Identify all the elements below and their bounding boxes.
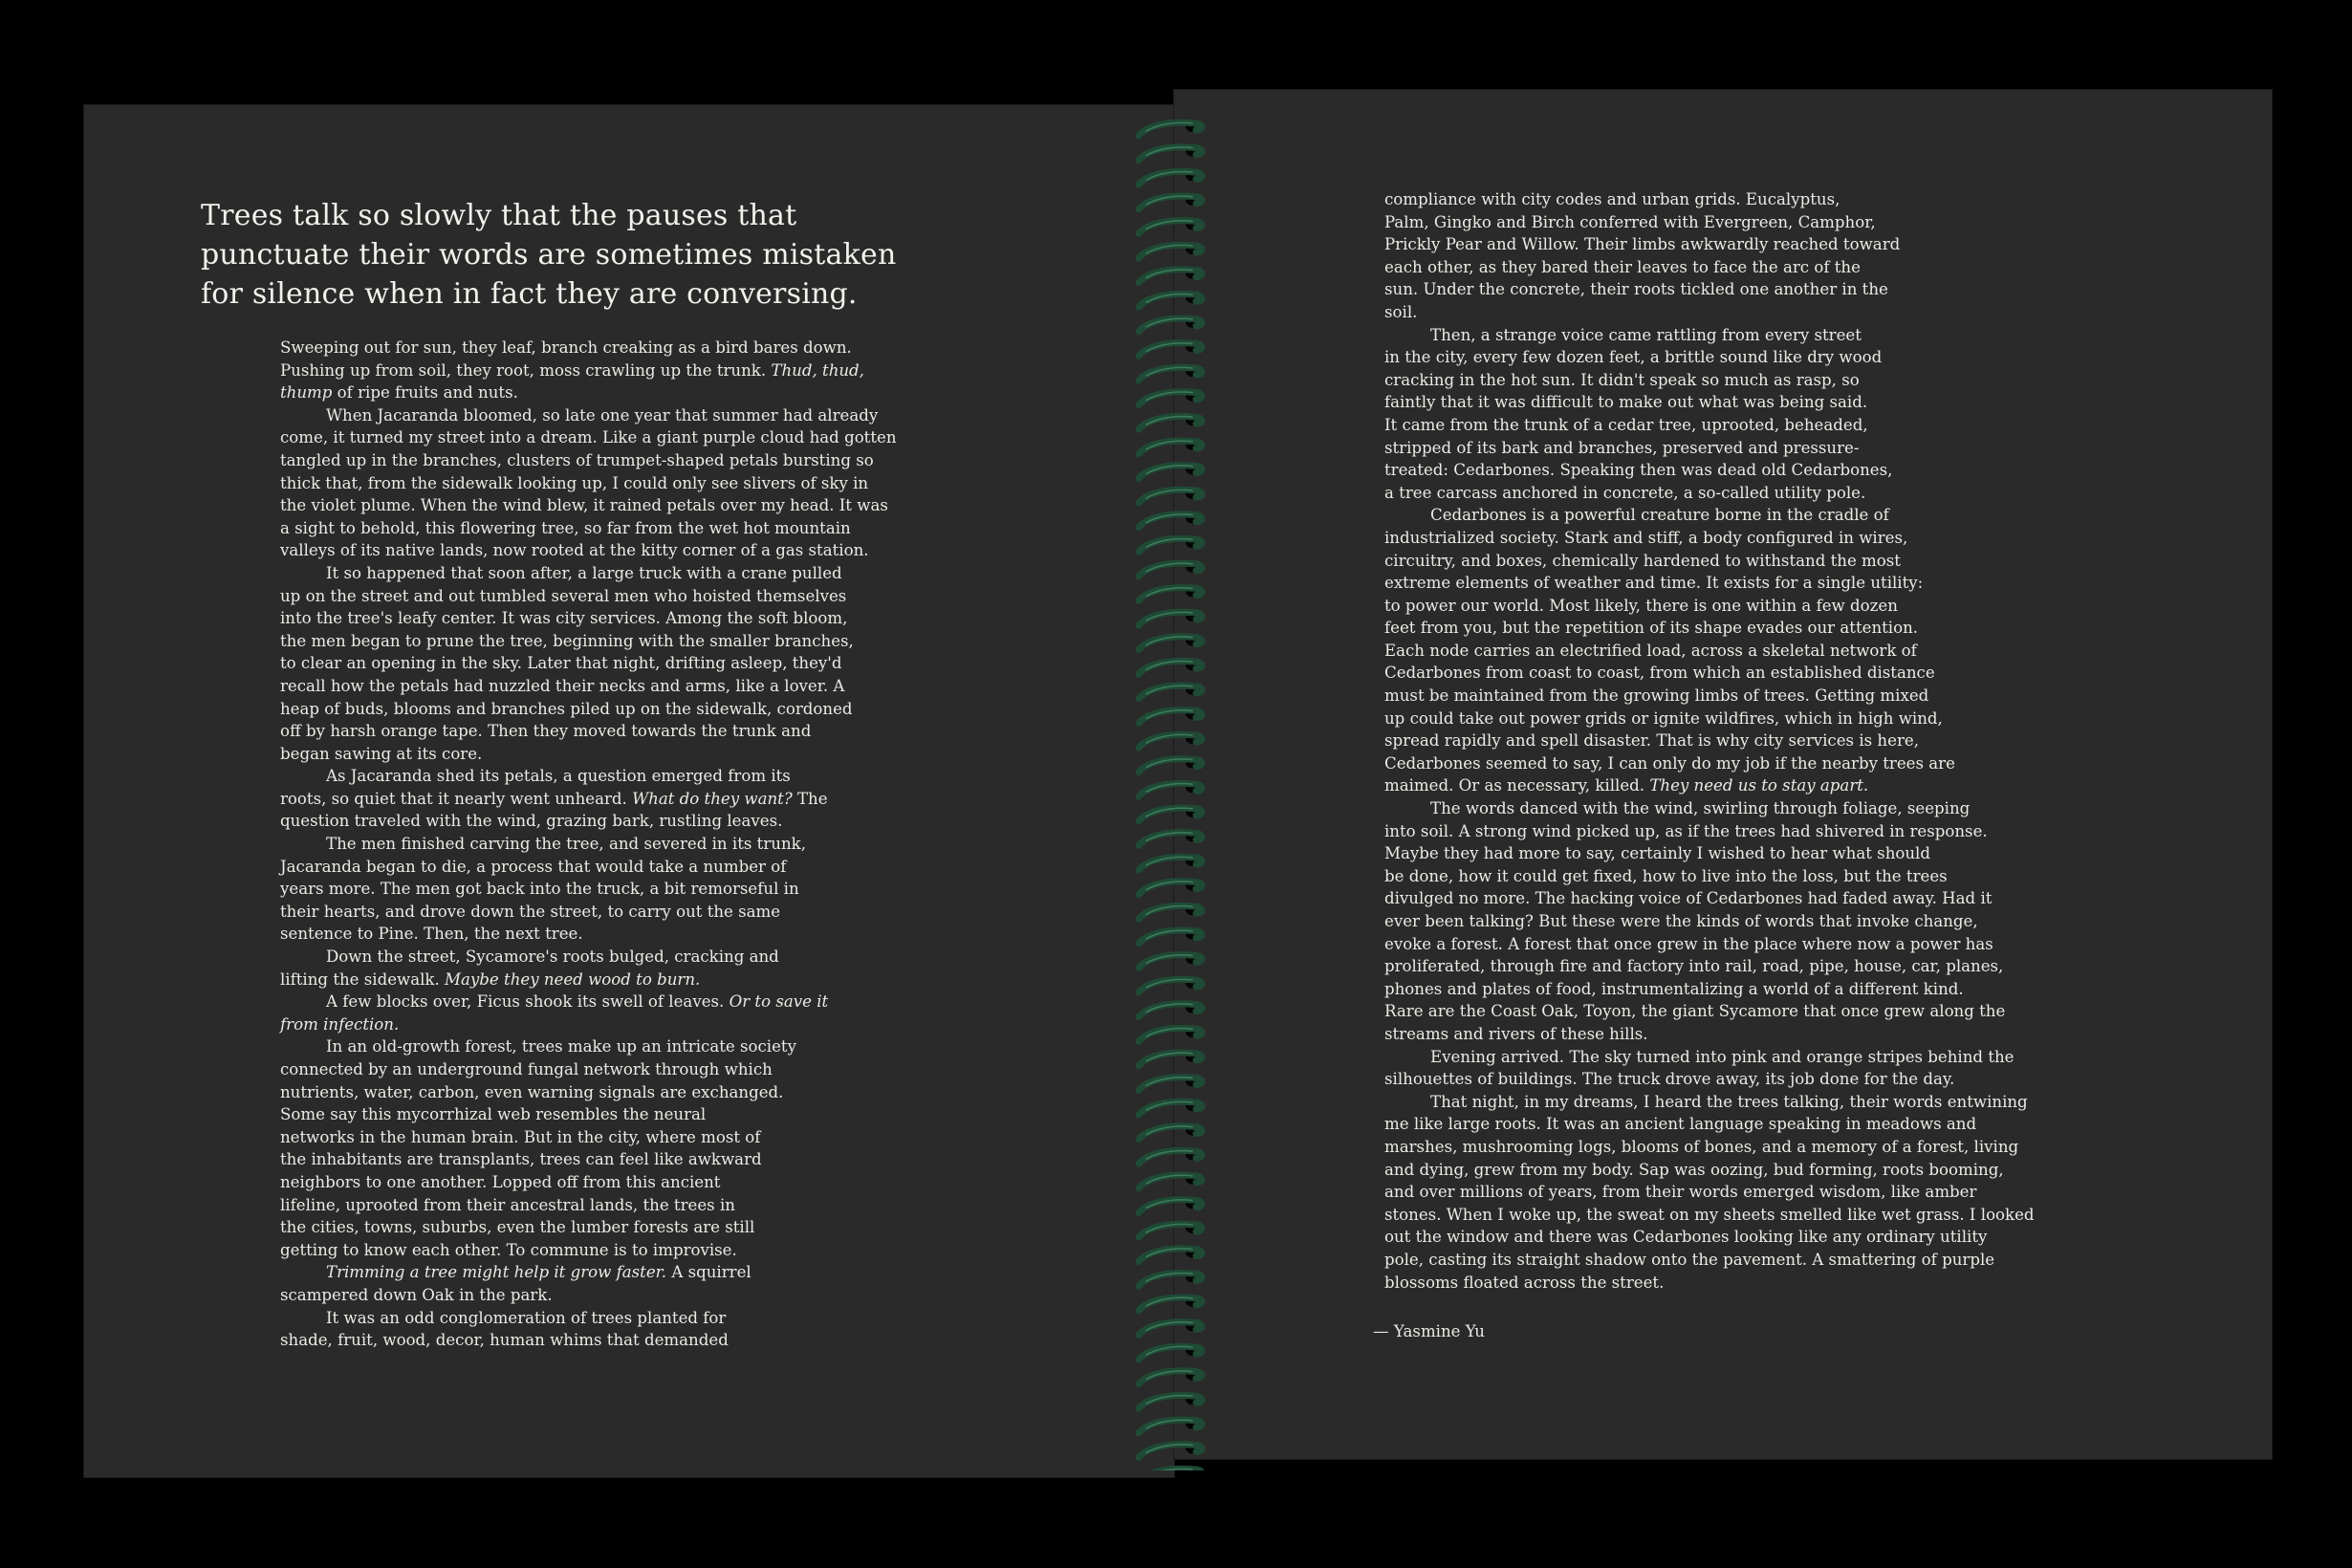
text-run: nutrients, water, carbon, even warning signals are exchanged. — [280, 1082, 784, 1101]
text-line — [1384, 278, 2082, 301]
text-line — [1384, 256, 2082, 279]
coil-loop — [1139, 365, 1202, 381]
text-run: As Jacaranda shed its petals, a question emerged from its — [326, 767, 791, 786]
paragraph — [1384, 188, 2082, 324]
text-run: ever been talking? But these were the kinds of words that invoke change, — [1384, 912, 1978, 930]
coil-loop — [1139, 708, 1202, 723]
text-line — [1384, 708, 2082, 730]
text-run: valleys of its native lands, now rooted at the kitty corner of a gas station. — [280, 541, 869, 560]
text-line — [280, 675, 969, 698]
text-run: to clear an opening in the sky. Later that night, drifting asleep, they'd — [280, 654, 842, 673]
text-line — [280, 585, 969, 608]
coil-loop — [1139, 1026, 1202, 1041]
italic-text: thump — [280, 383, 333, 403]
text-line — [280, 1103, 969, 1126]
text-run: shade, fruit, wood, decor, human whims that demanded — [280, 1331, 729, 1350]
text-run: Pushing up from soil, they root, moss crawling up the trunk. — [280, 360, 772, 380]
text-line — [280, 1148, 969, 1171]
text-line — [1384, 233, 2082, 256]
coil-loop — [1139, 243, 1202, 258]
text-line — [1384, 1113, 2082, 1136]
text-line — [1384, 1226, 2082, 1249]
text-run: Each node carries an electrified load, across a skeletal network of — [1384, 641, 1917, 660]
text-run: in the city, every few dozen feet, a brittle sound like dry wood — [1384, 348, 1883, 367]
coil-loop — [1139, 1271, 1202, 1286]
text-run: Jacaranda began to die, a process that would take a number of — [280, 857, 787, 876]
coil-loop — [1139, 1247, 1202, 1262]
coil-loop — [1139, 855, 1202, 870]
text-run: a tree carcass anchored in concrete, a so-called utility pole. — [1384, 483, 1866, 502]
coil-loop — [1139, 1002, 1202, 1017]
text-run: scampered down Oak in the park. — [280, 1285, 553, 1304]
text-line — [1384, 640, 2082, 663]
paragraph — [280, 1035, 969, 1261]
text-run: began sawing at its core. — [280, 744, 483, 763]
text-line — [280, 833, 969, 856]
text-line — [280, 472, 969, 495]
text-line — [1384, 865, 2082, 888]
text-line — [1384, 662, 2082, 685]
text-line — [1384, 685, 2082, 708]
text-line — [1384, 414, 2082, 437]
coil-loop — [1139, 561, 1202, 577]
text-line — [280, 381, 969, 404]
text-line — [1384, 1159, 2082, 1182]
text-run: evoke a forest. A forest that once grew in the place where now a power has — [1384, 934, 1993, 953]
text-run: of ripe fruits and nuts. — [332, 383, 518, 403]
text-line — [1384, 842, 2082, 865]
paragraph — [1384, 504, 2082, 797]
coil-loop — [1139, 1197, 1202, 1212]
text-run: Cedarbones is a powerful creature borne in the cradle of — [1430, 506, 1889, 525]
text-run: stones. When I woke up, the sweat on my sheets smelled like wet grass. I looked — [1384, 1205, 2035, 1224]
coil-loop — [1139, 145, 1202, 161]
text-line — [1384, 1272, 2082, 1295]
text-run: A squirrel — [666, 1263, 751, 1282]
text-line — [1384, 301, 2082, 324]
text-run: divulged no more. The hacking voice of Cedarbones had faded away. Had it — [1384, 889, 1993, 908]
coil-loop — [1139, 1075, 1202, 1090]
text-run: proliferated, through fire and factory into rail, road, pipe, house, car, planes, — [1384, 957, 2004, 976]
text-run: Rare are the Coast Oak, Toyon, the giant Sycamore that once grew along the — [1384, 1002, 2006, 1021]
text-run: and dying, grew from my body. Sap was oozing, bud forming, roots booming, — [1384, 1160, 2004, 1179]
text-run: maimed. Or as necessary, killed. — [1384, 776, 1650, 795]
italic-text: Or to save it — [729, 992, 829, 1012]
text-line — [280, 1284, 969, 1307]
coil-loop — [1139, 977, 1202, 992]
text-run: circuitry, and boxes, chemically hardened to withstand the most — [1384, 551, 1901, 570]
text-run: connected by an underground fungal network through which — [280, 1060, 773, 1078]
text-line — [1384, 188, 2082, 211]
text-run: the violet plume. When the wind blew, it rained petals over my head. It was — [280, 496, 888, 515]
text-run: and over millions of years, from their words emerged wisdom, like amber — [1384, 1183, 1977, 1202]
text-run: must be maintained from the growing limbs of trees. Getting mixed — [1384, 686, 1929, 706]
text-run: their hearts, and drove down the street, to carry out the same — [280, 902, 781, 921]
text-line — [1384, 504, 2082, 527]
italic-text: Trimming a tree might help it grow faster. — [326, 1263, 667, 1282]
coil-loop — [1139, 1222, 1202, 1237]
coil-loop — [1139, 1344, 1202, 1360]
right-body-text — [1384, 188, 2082, 1294]
text-run: The men finished carving the tree, and severed in its trunk, — [326, 835, 806, 854]
text-run: the men began to prune the tree, beginning with the smaller branches, — [280, 631, 854, 650]
text-run: be done, how it could get fixed, how to live into the loss, but the trees — [1384, 866, 1948, 885]
headline-line: punctuate their words are sometimes mistaken — [201, 238, 897, 272]
text-run: silhouettes of buildings. The truck drove away, its job done for the day. — [1384, 1070, 1955, 1089]
text-run: It came from the trunk of a cedar tree, uprooted, beheaded, — [1384, 415, 1868, 434]
text-line — [280, 337, 969, 359]
text-line — [1384, 1249, 2082, 1272]
text-line — [280, 1081, 969, 1104]
text-run: Some say this mycorrhizal web resembles the neural — [280, 1105, 707, 1124]
coil-loop — [1139, 757, 1202, 773]
text-line — [280, 449, 969, 472]
text-line — [280, 517, 969, 540]
text-line — [280, 878, 969, 901]
coil-loop — [1139, 340, 1202, 356]
coil-loop — [1139, 880, 1202, 895]
text-line — [280, 494, 969, 517]
text-line — [280, 743, 969, 766]
text-run: The — [792, 789, 828, 808]
text-line — [1384, 752, 2082, 775]
text-run: Cedarbones seemed to say, I can only do my job if the nearby trees are — [1384, 753, 1955, 773]
text-line — [280, 359, 969, 382]
coil-loop — [1139, 536, 1202, 552]
coil-loop — [1139, 268, 1202, 283]
coil-loop — [1139, 1173, 1202, 1188]
coil-loop — [1139, 463, 1202, 478]
text-run: marshes, mushrooming logs, blooms of bones, and a memory of a forest, living — [1384, 1137, 2019, 1156]
text-run: faintly that it was difficult to make out what was being said. — [1384, 393, 1868, 412]
paragraph — [280, 1261, 969, 1306]
italic-text: from infection. — [280, 1014, 400, 1034]
paragraph — [280, 562, 969, 765]
coil-loop — [1139, 1051, 1202, 1066]
text-line — [1384, 211, 2082, 234]
text-run: feet from you, but the repetition of its shape evades our attention. — [1384, 619, 1919, 638]
paragraph — [1384, 1091, 2082, 1294]
text-run: recall how the petals had nuzzled their necks and arms, like a lover. A — [280, 676, 845, 695]
italic-text: They need us to stay apart. — [1649, 776, 1869, 795]
text-run: lifting the sidewalk. — [280, 969, 446, 989]
text-line — [280, 991, 969, 1013]
text-line — [1384, 346, 2082, 369]
text-run: blossoms floated across the street. — [1384, 1273, 1665, 1292]
text-line — [280, 788, 969, 811]
coil-loop — [1139, 1418, 1202, 1433]
coil-loop — [1139, 585, 1202, 600]
coil-loop — [1139, 806, 1202, 821]
text-line — [280, 969, 969, 991]
text-run: lifeline, uprooted from their ancestral lands, the trees in — [280, 1195, 735, 1214]
coil-loop — [1139, 1467, 1202, 1470]
text-line — [1384, 1023, 2082, 1046]
coil-loop — [1139, 390, 1202, 405]
text-line — [1384, 955, 2082, 978]
text-run: networks in the human brain. But in the city, where most of — [280, 1127, 761, 1146]
text-line — [1384, 527, 2082, 550]
text-run: getting to know each other. To commune is to improvise. — [280, 1240, 737, 1259]
coil-loop — [1139, 169, 1202, 185]
coil-loop — [1139, 1393, 1202, 1408]
text-line — [1384, 1181, 2082, 1204]
italic-text: Thud, thud, — [771, 360, 864, 380]
text-run: soil. — [1384, 302, 1418, 321]
paragraph — [1384, 324, 2082, 505]
text-line — [280, 1013, 969, 1036]
text-run: Cedarbones from coast to coast, from which an established distance — [1384, 664, 1935, 683]
text-run: a sight to behold, this flowering tree, so far from the wet hot mountain — [280, 518, 851, 537]
coil-loop — [1139, 488, 1202, 503]
text-run: Maybe they had more to say, certainly I wished to hear what should — [1384, 844, 1930, 863]
text-line — [280, 562, 969, 585]
coil-loop — [1139, 732, 1202, 748]
text-run: spread rapidly and spell disaster. That is why city services is here, — [1384, 731, 1919, 751]
text-line — [280, 404, 969, 427]
paragraph — [280, 833, 969, 946]
text-line — [280, 1307, 969, 1330]
text-line — [280, 539, 969, 562]
coil-loop — [1139, 316, 1202, 332]
text-run: up on the street and out tumbled several men who hoisted themselves — [280, 586, 847, 605]
coil-loop — [1139, 610, 1202, 625]
text-line — [1384, 1136, 2082, 1159]
headline-line: for silence when in fact they are conversing. — [201, 277, 858, 311]
text-run: the cities, towns, suburbs, even the lumber forests are still — [280, 1218, 755, 1237]
text-line — [1384, 550, 2082, 573]
text-run: question traveled with the wind, grazing bark, rustling leaves. — [280, 812, 783, 831]
coil-loop — [1139, 684, 1202, 699]
paragraph — [280, 404, 969, 562]
text-line — [1384, 482, 2082, 505]
text-run: roots, so quiet that it nearly went unheard. — [280, 789, 633, 808]
text-line — [1384, 617, 2082, 640]
coil-loop — [1139, 1319, 1202, 1335]
coil-loop — [1139, 1124, 1202, 1140]
text-line — [1384, 1000, 2082, 1023]
text-run: pole, casting its straight shadow onto the pavement. A smattering of purple — [1384, 1250, 1995, 1269]
coil-loop — [1139, 1100, 1202, 1115]
coil-loop — [1139, 194, 1202, 209]
text-run: neighbors to one another. Lopped off from this ancient — [280, 1172, 721, 1191]
text-line — [280, 1261, 969, 1284]
text-line — [280, 1126, 969, 1149]
headline-line: Trees talk so slowly that the pauses that — [201, 199, 797, 232]
text-line — [1384, 572, 2082, 595]
text-line — [280, 720, 969, 743]
text-line — [280, 856, 969, 879]
paragraph — [280, 946, 969, 991]
text-run: Palm, Gingko and Birch conferred with Evergreen, Camphor, — [1384, 212, 1876, 231]
text-run: It so happened that soon after, a large truck with a crane pulled — [326, 563, 842, 582]
headline — [201, 196, 1061, 314]
text-line — [1384, 369, 2082, 392]
coil-loop — [1139, 830, 1202, 845]
text-run: into the tree's leafy center. It was city services. Among the soft bloom, — [280, 609, 848, 628]
text-run: me like large roots. It was an ancient language speaking in meadows and — [1384, 1115, 1977, 1134]
text-line — [1384, 595, 2082, 618]
text-line — [280, 1194, 969, 1217]
text-run: A few blocks over, Ficus shook its swell of leaves. — [326, 992, 730, 1012]
text-line — [280, 810, 969, 833]
text-run: each other, as they bared their leaves to face the arc of the — [1384, 257, 1861, 276]
text-line — [1384, 797, 2082, 820]
coil-loop — [1139, 1296, 1202, 1311]
text-line — [280, 698, 969, 721]
coil-loop — [1139, 1369, 1202, 1384]
coil-loop — [1139, 439, 1202, 454]
text-line — [280, 1216, 969, 1239]
text-run: industrialized society. Stark and stiff, a body configured in wires, — [1384, 528, 1908, 547]
text-line — [1384, 459, 2082, 482]
text-line — [280, 923, 969, 946]
spiral-binding — [1133, 113, 1214, 1470]
text-run: treated: Cedarbones. Speaking then was dead old Cedarbones, — [1384, 461, 1893, 480]
left-body-text — [280, 337, 969, 1352]
text-run: Then, a strange voice came rattling from every street — [1430, 325, 1862, 344]
text-line — [280, 946, 969, 969]
text-line — [1384, 1046, 2082, 1069]
text-run: heap of buds, blooms and branches piled up on the sidewalk, cordoned — [280, 699, 853, 718]
text-line — [1384, 774, 2082, 797]
text-line — [280, 607, 969, 630]
text-run: When Jacaranda bloomed, so late one year that summer had already — [326, 405, 879, 425]
text-run: up could take out power grids or ignite wildfires, which in high wind, — [1384, 708, 1943, 728]
text-run: sentence to Pine. Then, the next tree. — [280, 925, 583, 944]
text-line — [1384, 391, 2082, 414]
text-line — [1384, 978, 2082, 1001]
paragraph — [1384, 1046, 2082, 1091]
text-line — [280, 765, 969, 788]
coil-loop — [1139, 659, 1202, 674]
text-line — [280, 1329, 969, 1352]
text-line — [1384, 1091, 2082, 1114]
text-line — [1384, 910, 2082, 933]
text-run: into soil. A strong wind picked up, as if the trees had shivered in response. — [1384, 821, 1988, 840]
text-line — [280, 1239, 969, 1262]
text-line — [1384, 887, 2082, 910]
paragraph — [280, 991, 969, 1035]
text-line — [1384, 730, 2082, 752]
text-line — [280, 901, 969, 924]
coil-loop — [1139, 781, 1202, 796]
text-run: years more. The men got back into the truck, a bit remorseful in — [280, 880, 799, 899]
text-run: thick that, from the sidewalk looking up, I could only see slivers of sky in — [280, 473, 869, 492]
text-line — [280, 1058, 969, 1081]
paragraph — [280, 1307, 969, 1352]
coil-loop — [1139, 292, 1202, 307]
text-run: In an old-growth forest, trees make up an intricate society — [326, 1037, 796, 1056]
coil-loop — [1139, 1442, 1202, 1457]
text-run: sun. Under the concrete, their roots tickled one another in the — [1384, 280, 1888, 299]
coil-loop — [1139, 512, 1202, 528]
coil-loop — [1139, 1148, 1202, 1164]
text-run: Sweeping out for sun, they leaf, branch creaking as a bird bares down. — [280, 338, 852, 357]
text-run: That night, in my dreams, I heard the trees talking, their words entwining — [1430, 1092, 2028, 1111]
text-run: stripped of its bark and branches, preserved and pressure- — [1384, 438, 1860, 457]
text-run: Evening arrived. The sky turned into pink and orange stripes behind the — [1430, 1047, 2014, 1066]
text-line — [1384, 437, 2082, 460]
coil-loop — [1139, 635, 1202, 650]
text-run: Prickly Pear and Willow. Their limbs awkwardly reached toward — [1384, 235, 1901, 254]
text-run: It was an odd conglomeration of trees planted for — [326, 1308, 727, 1327]
text-run: streams and rivers of these hills. — [1384, 1024, 1648, 1043]
text-run: tangled up in the branches, clusters of trumpet-shaped petals bursting so — [280, 450, 874, 469]
text-run: off by harsh orange tape. Then they moved towards the trunk and — [280, 722, 812, 741]
paragraph — [280, 337, 969, 404]
coil-loop — [1139, 120, 1202, 136]
text-run: phones and plates of food, instrumentalizing a world of a different kind. — [1384, 979, 1964, 998]
text-line — [1384, 933, 2082, 956]
text-run: The words danced with the wind, swirling through foliage, seeping — [1430, 799, 1971, 818]
text-line — [280, 426, 969, 449]
text-line — [280, 1035, 969, 1058]
text-line — [280, 1171, 969, 1194]
coil-loop — [1139, 414, 1202, 429]
text-line — [1384, 324, 2082, 347]
text-line — [1384, 1068, 2082, 1091]
text-run: out the window and there was Cedarbones looking like any ordinary utility — [1384, 1228, 1988, 1247]
coil-loop — [1139, 218, 1202, 233]
paragraph — [280, 765, 969, 833]
text-line — [1384, 1204, 2082, 1227]
text-run: extreme elements of weather and time. It exists for a single utility: — [1384, 574, 1924, 593]
coil-loop — [1139, 928, 1202, 944]
text-run: the inhabitants are transplants, trees can feel like awkward — [280, 1150, 762, 1169]
text-run: to power our world. Most likely, there is one within a few dozen — [1384, 596, 1898, 615]
coil-loop — [1139, 904, 1202, 919]
text-run: cracking in the hot sun. It didn't speak so much as rasp, so — [1384, 370, 1860, 389]
text-line — [280, 630, 969, 653]
text-run: come, it turned my street into a dream. Like a giant purple cloud had gotten — [280, 428, 897, 447]
italic-text: What do they want? — [632, 789, 793, 808]
italic-text: Maybe they need wood to burn. — [445, 969, 701, 989]
text-run: compliance with city codes and urban grids. Eucalyptus, — [1384, 190, 1840, 208]
text-line — [280, 652, 969, 675]
paragraph — [1384, 797, 2082, 1046]
text-line — [1384, 820, 2082, 843]
author-signature: — Yasmine Yu — [1373, 1322, 1485, 1340]
text-run: Down the street, Sycamore's roots bulged, cracking and — [326, 947, 779, 967]
coil-loop — [1139, 952, 1202, 968]
